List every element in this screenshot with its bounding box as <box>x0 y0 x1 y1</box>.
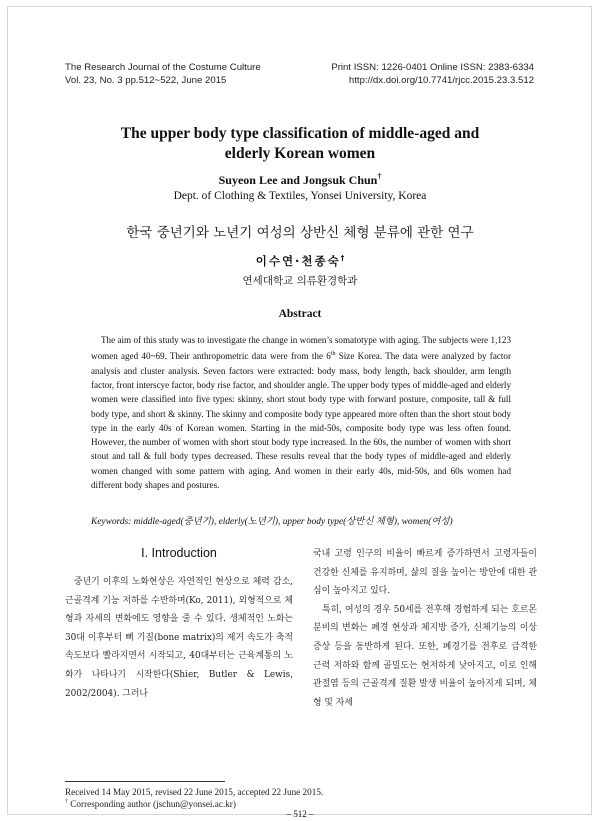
korean-affiliation: 연세대학교 의류환경학과 <box>242 275 358 287</box>
right-paragraph-2: 특히, 여성의 경우 50세를 전후해 경험하게 되는 호르몬 분비의 변화는 폐경 현상과 체지방 증가, 신체기능의 이상 증상 등을 동반하게 된다. 또한, 폐경기를 전후로 급격한 근력 저하와 함께 골밀도는 현저하게 낮아지고, 이로 인해 관절염 등의 근골격계 질환 발생 비율이 높아지게 되며, 체형 및 자세 <box>313 604 537 708</box>
korean-author-line <box>0 253 600 269</box>
paper-title-line1: The upper body type classification of middle-aged and <box>120 125 480 142</box>
footnote-received: Received 14 May 2015, revised 22 June 2015, accepted 22 June 2015. <box>65 787 324 797</box>
corresponding-mark: † <box>377 172 382 181</box>
left-column <box>65 573 293 703</box>
footnote-mark: † <box>65 799 68 805</box>
author-names: Suyeon Lee and Jongsuk Chun <box>218 173 378 187</box>
running-header-left <box>65 62 261 87</box>
korean-title: 한국 중년기와 노년기 여성의 상반신 체형 분류에 관한 연구 <box>126 225 474 241</box>
korean-corresponding-mark: † <box>340 254 345 263</box>
korean-author-names: 이수연·천종숙 <box>255 254 341 268</box>
issn-info: Print ISSN: 1226-0401 Online ISSN: 2383-6334 <box>331 62 534 73</box>
running-header-right <box>331 62 534 87</box>
right-paragraph-1: 국내 고령 인구의 비율이 빠르게 증가하면서 고령자들이 건강한 신체를 유지하며, 삶의 질을 높이는 방안에 대한 관심이 높아지고 있다. <box>313 549 537 597</box>
footnote-divider <box>65 781 225 782</box>
footnote-corresponding-text: Corresponding author (jschun@yonsei.ac.kr) <box>68 799 236 810</box>
abstract-superscript: th <box>330 351 336 358</box>
right-column <box>313 545 537 712</box>
page-number: – 512 – <box>286 809 314 819</box>
abstract-body <box>91 333 511 492</box>
abstract-heading: Abstract <box>278 308 322 320</box>
left-paragraph: 중년기 이후의 노화현상은 자연적인 현상으로 체력 감소, 근골격계 기능 저하를 수반하며(Ko, 2011), 외형적으로 체형과 자세의 변화에도 영향을 줄 수 있다. 생체적인 노화는 30대 이후부터 뼈 기질(bone matrix)의 제거 속도가 축적 속도보다 빨라지면서 시작되고, 40대부터는 근육계통의 노화가 나타나기 시작한다(Shier, Butler & Lewis, 2002/2004). 그러나 <box>65 577 293 699</box>
affiliation: Dept. of Clothing & Textiles, Yonsei University, Korea <box>173 190 427 202</box>
journal-name: The Research Journal of the Costume Culture <box>65 62 261 73</box>
volume-info: Vol. 23, No. 3 pp.512~522, June 2015 <box>65 74 227 86</box>
keywords: Keywords: middle-aged(중년기), elderly(노년기), upper body type(상반신 체형), women(여성) <box>91 517 453 527</box>
paper-title <box>0 124 600 164</box>
paper-title-line2: elderly Korean women <box>224 145 376 162</box>
footnote-corresponding <box>65 796 535 810</box>
section-title: I. Introduction <box>141 546 217 560</box>
abstract-text-part2: Size Korea. The data were analyzed by factor analysis and cluster analysis. Seven factors were extracted: body mass, body length, back shoulder, arm length factor, front interscye factor, body rise factor, and shoulder angle. The upper body types of middle-aged and elderly women were classified into five types: skinny, short stout body type with forward posture, composite, tall & full body type, and short & skinny. The skinny and composite body type appeared more often than the short stout body type in the early 40s of Korean women. Starting in the mid-50s, composite body type was less often found. However, the number of women with short stout body type increased. In the 60s, the number of women with short stout and tall & full body types decreased. These results reveal that the body types of middle-aged and elderly women changed with some pattern with aging. And women in their early 40s, mid-50s, and 60s women had different body shapes and postures. <box>91 351 511 490</box>
abstract-text-part1: The aim of this study was to investigate the change in women’s somatotype with aging. The subjects were 1,123 women aged 40~69. Their anthropometric data were from the 6 <box>91 335 511 362</box>
doi-link[interactable]: http://dx.doi.org/10.7741/rjcc.2015.23.3.512 <box>348 74 534 86</box>
author-line <box>0 172 600 188</box>
